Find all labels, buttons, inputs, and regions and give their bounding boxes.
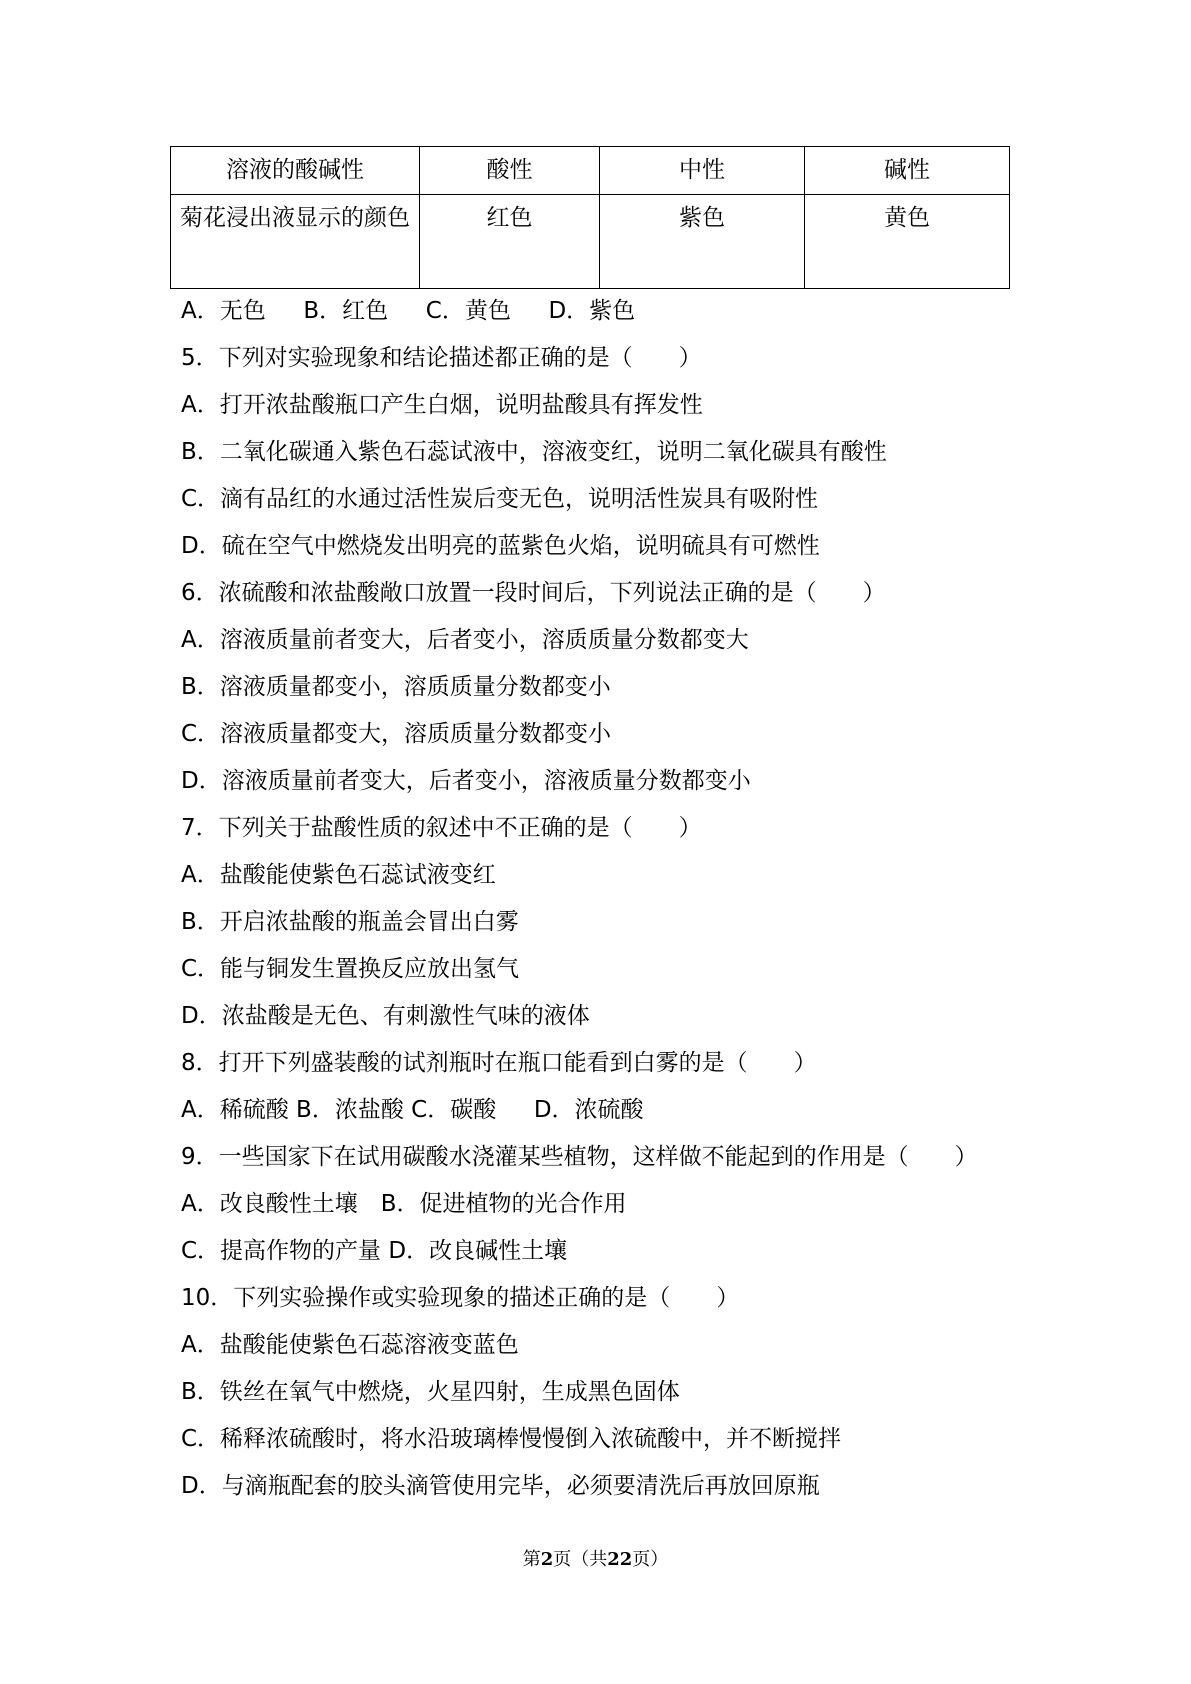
total-page-count: 22 xyxy=(607,1549,633,1570)
option-line: A．稀硫酸 B．浓盐酸 C．碳酸 D．浓硫酸 xyxy=(181,1097,644,1123)
option-line: D．与滴瓶配套的胶头滴管使用完毕，必须要清洗后再放回原瓶 xyxy=(181,1473,820,1499)
option-line: A．打开浓盐酸瓶口产生白烟，说明盐酸具有挥发性 xyxy=(181,392,703,418)
question-9: 9．一些国家下在试用碳酸水浇灌某些植物，这样做不能起到的作用是（ ） xyxy=(181,1144,978,1170)
option-line: D．浓盐酸是无色、有刺激性气味的液体 xyxy=(181,1003,590,1029)
option-line: A．盐酸能使紫色石蕊溶液变蓝色 xyxy=(181,1332,519,1358)
option-line: C．滴有品红的水通过活性炭后变无色，说明活性炭具有吸附性 xyxy=(181,486,819,512)
option-line: B．二氧化碳通入紫色石蕊试液中，溶液变红，说明二氧化碳具有酸性 xyxy=(181,439,887,465)
option-line: B．溶液质量都变小，溶质质量分数都变小 xyxy=(181,674,611,700)
question-6: 6．浓硫酸和浓盐酸敞口放置一段时间后，下列说法正确的是（ ） xyxy=(181,580,886,606)
option-line: C．稀释浓硫酸时，将水沿玻璃棒慢慢倒入浓硫酸中，并不断搅拌 xyxy=(181,1426,842,1452)
option-line: C．溶液质量都变大，溶质质量分数都变小 xyxy=(181,721,612,747)
answer-options-q4: A．无色 B．红色 C．黄色 D．紫色 xyxy=(181,298,636,324)
option-line: A．溶液质量前者变大，后者变小，溶质质量分数都变大 xyxy=(181,627,749,653)
option-line: B．铁丝在氧气中燃烧，火星四射，生成黑色固体 xyxy=(181,1379,680,1405)
table-cell: 中性 xyxy=(600,147,805,195)
option-line: D．硫在空气中燃烧发出明亮的蓝紫色火焰，说明硫具有可燃性 xyxy=(181,533,820,559)
table-header-row xyxy=(171,147,1010,195)
table-cell: 黄色 xyxy=(805,195,1010,289)
table-cell: 碱性 xyxy=(805,147,1010,195)
footer-prefix: 第 xyxy=(522,1549,541,1570)
table-row xyxy=(171,195,1010,289)
current-page-number: 2 xyxy=(540,1549,554,1570)
page-footer xyxy=(0,1548,1191,1572)
option-line: A．盐酸能使紫色石蕊试液变红 xyxy=(181,862,496,888)
table-cell: 紫色 xyxy=(600,195,805,289)
option-line: D．溶液质量前者变大，后者变小，溶液质量分数都变小 xyxy=(181,768,751,794)
question-7: 7．下列关于盐酸性质的叙述中不正确的是（ ） xyxy=(181,815,702,841)
footer-middle: 页（共 xyxy=(553,1549,608,1570)
table-cell: 溶液的酸碱性 xyxy=(171,147,420,195)
question-5: 5．下列对实验现象和结论描述都正确的是（ ） xyxy=(181,345,702,371)
option-line: C．提高作物的产量 D．改良碱性土壤 xyxy=(181,1238,568,1264)
table-cell: 菊花浸出液显示的颜色 xyxy=(171,195,420,289)
question-10: 10．下列实验操作或实验现象的描述正确的是（ ） xyxy=(181,1285,740,1311)
option-line: C．能与铜发生置换反应放出氢气 xyxy=(181,956,520,982)
option-line: A．改良酸性土壤 B．促进植物的光合作用 xyxy=(181,1191,627,1217)
question-8: 8．打开下列盛装酸的试剂瓶时在瓶口能看到白雾的是（ ） xyxy=(181,1050,817,1076)
option-line: B．开启浓盐酸的瓶盖会冒出白雾 xyxy=(181,909,519,935)
footer-suffix: 页） xyxy=(632,1549,669,1570)
table-cell: 红色 xyxy=(420,195,600,289)
indicator-color-table xyxy=(170,146,1010,289)
table-cell: 酸性 xyxy=(420,147,600,195)
